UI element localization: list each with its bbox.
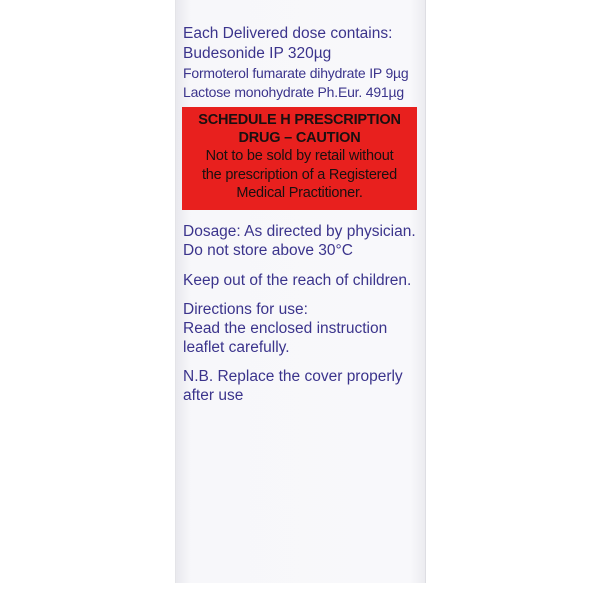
warning-title-line1: SCHEDULE H PRESCRIPTION bbox=[198, 112, 401, 128]
children-warning: Keep out of the reach of children. bbox=[183, 272, 412, 289]
directions-line3: leaflet carefully. bbox=[183, 339, 290, 356]
warning-title-line2: DRUG – CAUTION bbox=[238, 130, 361, 146]
ingredient-budesonide: Budesonide IP 320µg bbox=[183, 45, 332, 62]
dosage-line2: Do not store above 30°C bbox=[183, 242, 353, 259]
directions-heading: Directions for use: bbox=[183, 301, 308, 318]
dosage-line1: Dosage: As directed by physician. bbox=[183, 223, 416, 240]
ingredient-formoterol: Formoterol fumarate dihydrate IP 9µg bbox=[183, 65, 409, 81]
composition-heading: Each Delivered dose contains: bbox=[183, 25, 393, 42]
ingredient-lactose: Lactose monohydrate Ph.Eur. 491µg bbox=[183, 84, 404, 100]
warning-body-line1: Not to be sold by retail without bbox=[205, 148, 394, 164]
schedule-h-warning-box bbox=[182, 107, 417, 210]
note-line2: after use bbox=[183, 387, 244, 404]
warning-body-line2: the prescription of a Registered bbox=[201, 166, 398, 183]
warning-body-line3: Medical Practitioner. bbox=[236, 185, 363, 201]
note-line1: N.B. Replace the cover properly bbox=[183, 368, 403, 385]
directions-line2: Read the enclosed instruction bbox=[183, 320, 388, 337]
